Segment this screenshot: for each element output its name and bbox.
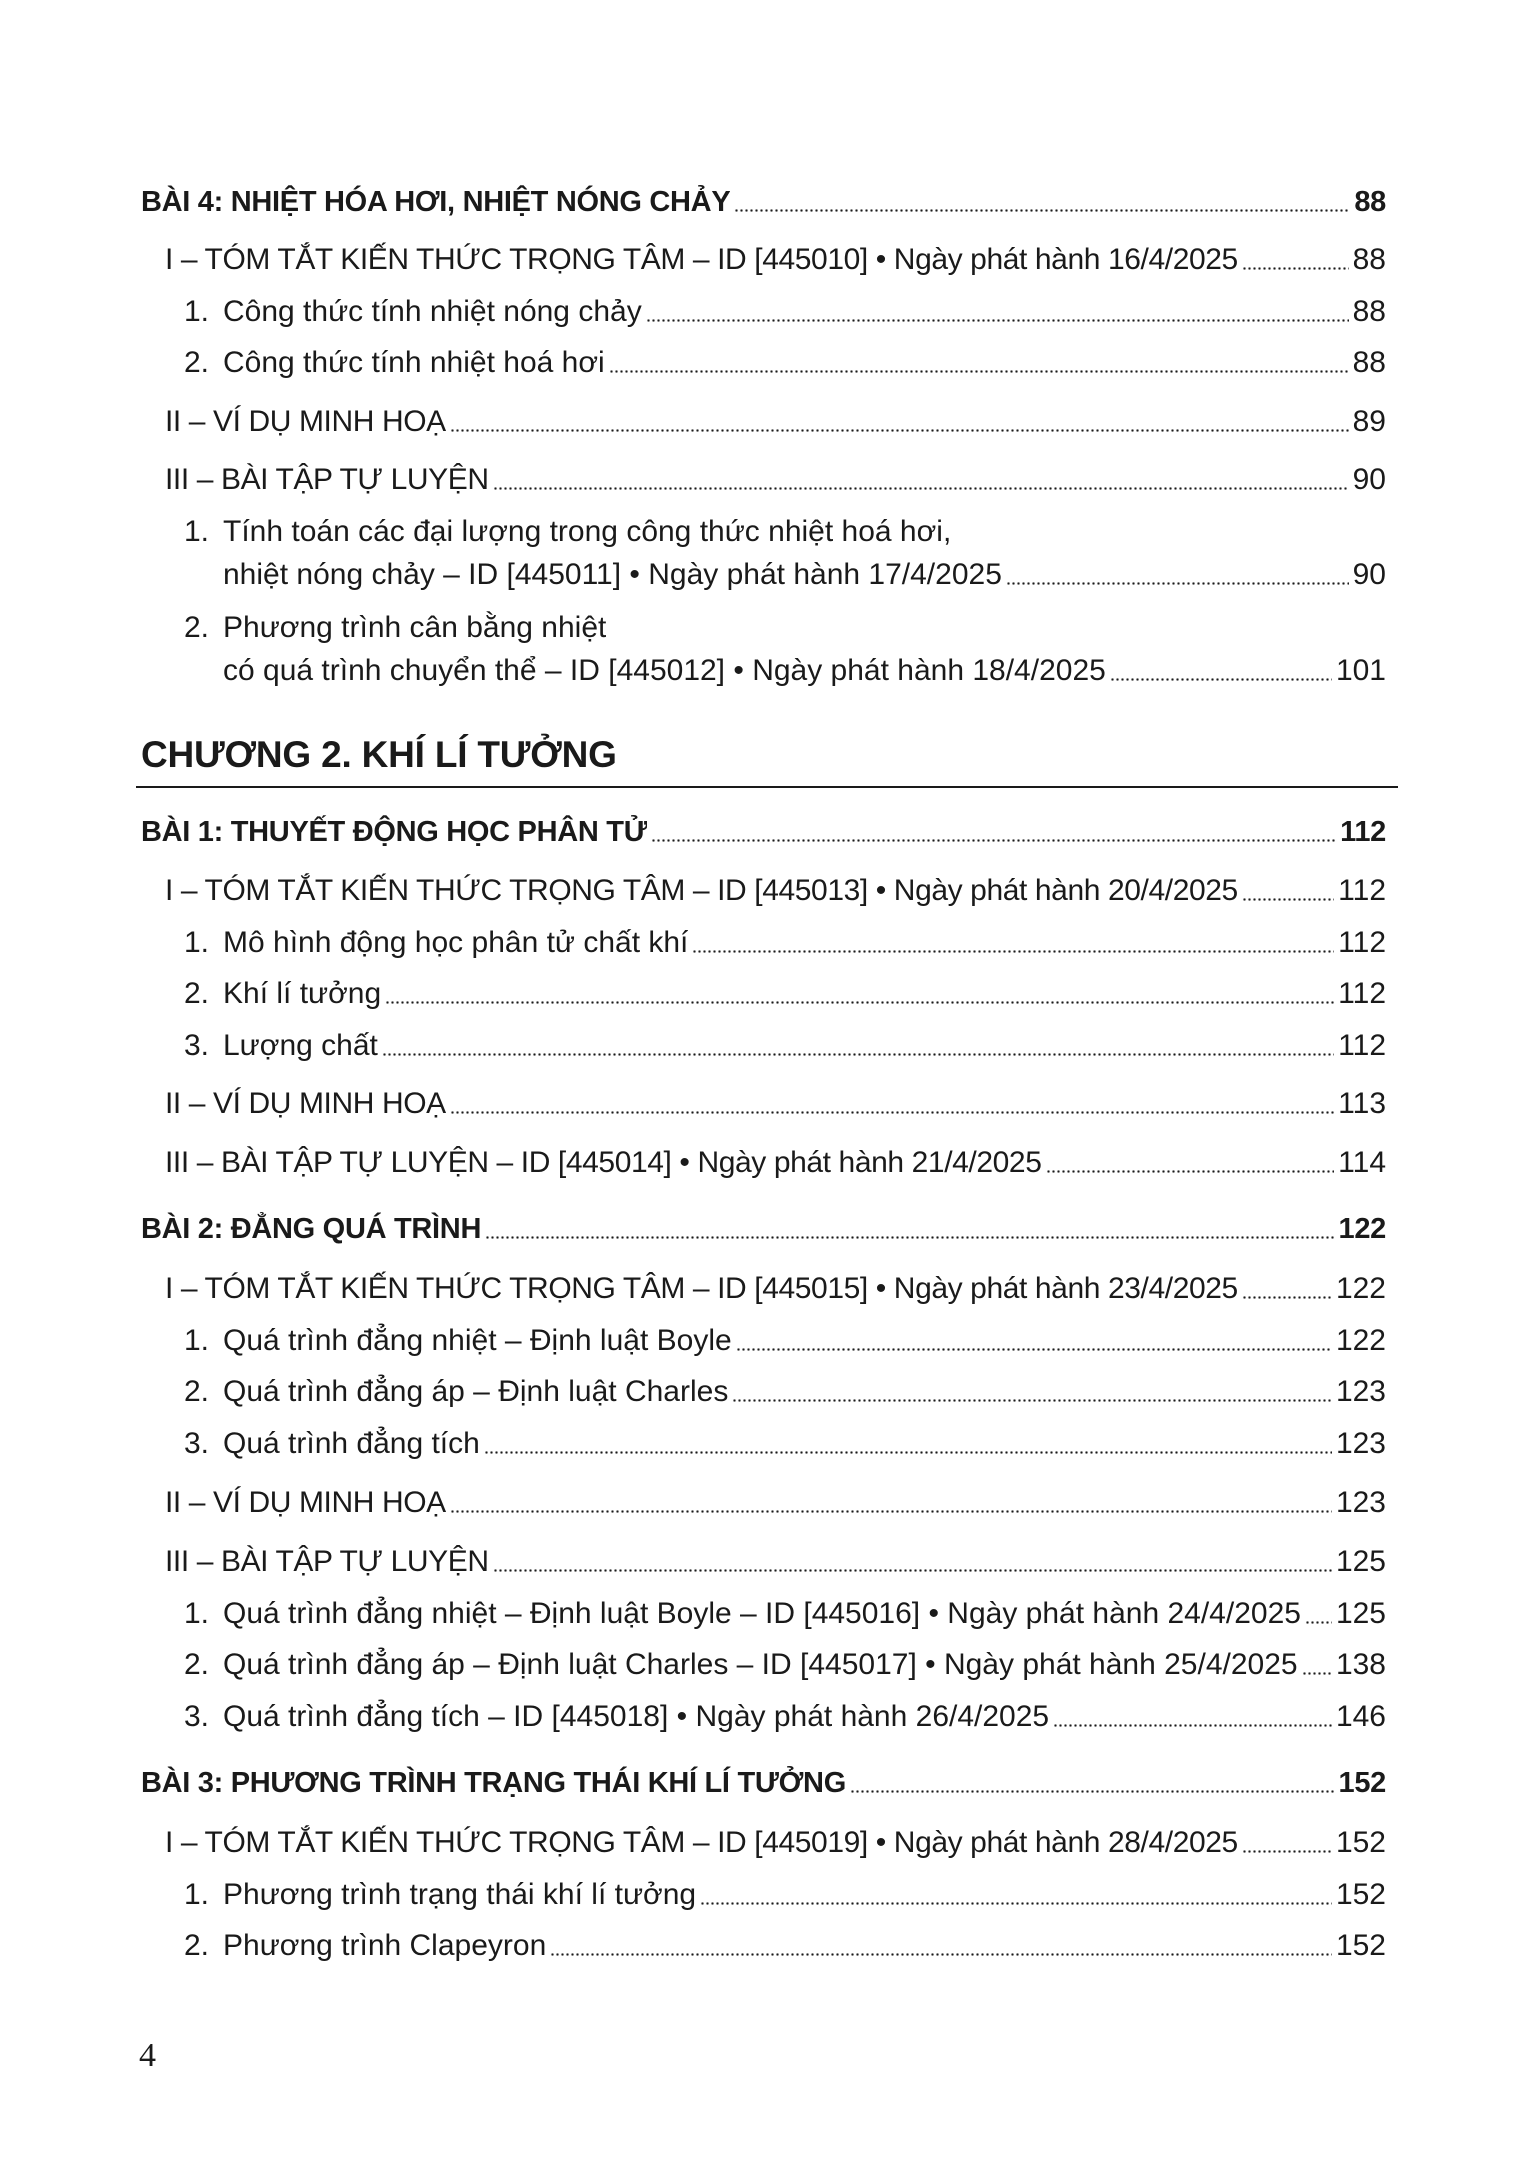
entry-page: 112 — [1338, 977, 1386, 1010]
dot-leader — [450, 1111, 1334, 1114]
entry-page: 101 — [1335, 654, 1386, 687]
entry-number: 3. — [183, 1029, 209, 1062]
toc-section-entry[interactable] — [141, 1141, 1386, 1185]
toc-item-entry[interactable] — [141, 972, 1386, 1016]
entry-label: I – TÓM TẮT KIẾN THỨC TRỌNG TÂM – ID [445010] • Ngày phát hành 16/4/2025 — [165, 243, 1238, 276]
dot-leader — [700, 1902, 1332, 1905]
entry-page: 122 — [1338, 1213, 1386, 1245]
toc-item-entry[interactable] — [141, 1370, 1386, 1414]
entry-page: 88 — [1352, 346, 1386, 379]
entry-label: II – VÍ DỤ MINH HOẠ — [165, 1486, 446, 1519]
entry-number: 1. — [183, 1597, 209, 1630]
dot-leader — [734, 209, 1350, 212]
entry-label: III – BÀI TẬP TỰ LUYỆN — [165, 463, 489, 496]
entry-label: I – TÓM TẮT KIẾN THỨC TRỌNG TÂM – ID [445019] • Ngày phát hành 28/4/2025 — [165, 1826, 1238, 1859]
entry-page: 152 — [1335, 1929, 1386, 1962]
dot-leader — [1242, 1850, 1332, 1853]
entry-page: 89 — [1352, 405, 1386, 438]
entry-page: 122 — [1335, 1324, 1386, 1357]
entry-label: BÀI 3: PHƯƠNG TRÌNH TRẠNG THÁI KHÍ LÍ TƯỞNG — [141, 1767, 846, 1799]
entry-page: 146 — [1335, 1700, 1386, 1733]
entry-page: 112 — [1338, 874, 1386, 907]
entry-page: 152 — [1338, 1767, 1386, 1799]
toc-item-entry-line2[interactable] — [223, 649, 1386, 693]
entry-number: 2. — [183, 1375, 209, 1408]
toc-item-entry-line1[interactable] — [141, 510, 1386, 554]
dot-leader — [1305, 1621, 1332, 1624]
toc-item-entry[interactable] — [141, 1422, 1386, 1466]
toc-item-entry[interactable] — [141, 1695, 1386, 1739]
toc-section-entry[interactable] — [141, 1481, 1386, 1525]
entry-label: Mô hình động học phân tử chất khí — [223, 926, 689, 959]
toc-item-entry[interactable] — [141, 921, 1386, 965]
entry-page: 152 — [1335, 1826, 1386, 1859]
entry-label: Quá trình đẳng nhiệt – Định luật Boyle – ID [445016] • Ngày phát hành 24/4/2025 — [223, 1597, 1301, 1630]
toc-lesson-entry[interactable] — [141, 1761, 1386, 1805]
dot-leader — [692, 950, 1334, 953]
dot-leader — [1302, 1672, 1332, 1675]
toc-item-entry[interactable] — [141, 1924, 1386, 1968]
entry-label: III – BÀI TẬP TỰ LUYỆN – ID [445014] • Ngày phát hành 21/4/2025 — [165, 1146, 1042, 1179]
toc-item-entry[interactable] — [141, 1643, 1386, 1687]
entry-page: 152 — [1335, 1878, 1386, 1911]
dot-leader — [450, 1510, 1332, 1513]
dot-leader — [550, 1953, 1332, 1956]
entry-page: 125 — [1335, 1545, 1386, 1578]
entry-label: BÀI 2: ĐẲNG QUÁ TRÌNH — [141, 1213, 482, 1245]
entry-page: 88 — [1354, 186, 1386, 218]
entry-label: Quá trình đẳng tích — [223, 1427, 480, 1460]
dot-leader — [732, 1399, 1332, 1402]
dot-leader — [1242, 1296, 1332, 1299]
entry-label: II – VÍ DỤ MINH HOẠ — [165, 405, 446, 438]
entry-label: Phương trình trạng thái khí lí tưởng — [223, 1878, 697, 1911]
entry-page: 112 — [1338, 1029, 1386, 1062]
entry-label: Phương trình Clapeyron — [223, 1929, 547, 1962]
toc-lesson-entry[interactable] — [141, 1207, 1386, 1251]
entry-page: 122 — [1335, 1272, 1386, 1305]
toc-section-entry[interactable] — [141, 400, 1386, 444]
entry-page: 90 — [1352, 558, 1386, 591]
dot-leader — [736, 1348, 1332, 1351]
entry-page: 112 — [1340, 816, 1386, 848]
entry-label: Quá trình đẳng áp – Định luật Charles — [223, 1375, 729, 1408]
toc-lesson-entry[interactable] — [141, 810, 1386, 854]
dot-leader — [450, 429, 1349, 432]
entry-page: 113 — [1338, 1087, 1386, 1120]
chapter-title: CHƯƠNG 2. KHÍ LÍ TƯỞNG — [141, 734, 617, 775]
toc-item-entry[interactable] — [141, 1873, 1386, 1917]
toc-section-entry[interactable] — [141, 1540, 1386, 1584]
entry-number: 2. — [183, 611, 209, 644]
dot-leader — [651, 839, 1336, 842]
toc-section-entry[interactable] — [141, 458, 1386, 502]
entry-number: 3. — [183, 1700, 209, 1733]
toc-lesson-entry[interactable] — [141, 180, 1386, 224]
entry-number: 1. — [183, 1878, 209, 1911]
chapter-divider — [136, 786, 1398, 788]
entry-number: 3. — [183, 1427, 209, 1460]
entry-page: 88 — [1352, 243, 1386, 276]
entry-label: III – BÀI TẬP TỰ LUYỆN — [165, 1545, 489, 1578]
entry-number: 2. — [183, 1929, 209, 1962]
dot-leader — [1242, 898, 1334, 901]
entry-number: 1. — [183, 515, 209, 548]
toc-item-entry[interactable] — [141, 1319, 1386, 1363]
toc-section-entry[interactable] — [141, 1821, 1386, 1865]
toc-item-entry[interactable] — [141, 1592, 1386, 1636]
entry-label: nhiệt nóng chảy – ID [445011] • Ngày phát hành 17/4/2025 — [223, 558, 1002, 591]
dot-leader — [385, 1001, 1334, 1004]
entry-page: 88 — [1352, 295, 1386, 328]
dot-leader — [382, 1053, 1334, 1056]
entry-label: có quá trình chuyển thể – ID [445012] • Ngày phát hành 18/4/2025 — [223, 654, 1106, 687]
toc-item-entry[interactable] — [141, 290, 1386, 334]
toc-item-entry[interactable] — [141, 1024, 1386, 1068]
toc-section-entry[interactable] — [141, 869, 1386, 913]
dot-leader — [1053, 1724, 1332, 1727]
dot-leader — [1006, 582, 1349, 585]
entry-page: 123 — [1335, 1427, 1386, 1460]
entry-page: 123 — [1335, 1375, 1386, 1408]
toc-item-entry-line2[interactable] — [223, 553, 1386, 597]
dot-leader — [1110, 678, 1332, 681]
entry-label: Lượng chất — [223, 1029, 378, 1062]
entry-number: 2. — [183, 1648, 209, 1681]
entry-number: 2. — [183, 977, 209, 1010]
dot-leader — [484, 1451, 1332, 1454]
entry-label: Khí lí tưởng — [223, 977, 382, 1010]
dot-leader — [1046, 1170, 1335, 1173]
entry-label: I – TÓM TẮT KIẾN THỨC TRỌNG TÂM – ID [445015] • Ngày phát hành 23/4/2025 — [165, 1272, 1238, 1305]
entry-label: Phương trình cân bằng nhiệt — [223, 611, 607, 644]
entry-label: Quá trình đẳng áp – Định luật Charles – ID [445017] • Ngày phát hành 25/4/2025 — [223, 1648, 1298, 1681]
dot-leader — [1242, 267, 1349, 270]
page-number: 4 — [139, 2037, 156, 2074]
entry-label: Công thức tính nhiệt hoá hơi — [223, 346, 605, 379]
entry-label: II – VÍ DỤ MINH HOẠ — [165, 1087, 446, 1120]
entry-label: BÀI 1: THUYẾT ĐỘNG HỌC PHÂN TỬ — [141, 816, 648, 848]
toc-item-entry-line1[interactable] — [141, 606, 1386, 650]
toc-item-entry[interactable] — [141, 341, 1386, 385]
entry-page: 123 — [1335, 1486, 1386, 1519]
entry-page: 125 — [1335, 1597, 1386, 1630]
dot-leader — [646, 319, 1349, 322]
toc-section-entry[interactable] — [141, 1082, 1386, 1126]
dot-leader — [493, 487, 1349, 490]
dot-leader — [485, 1236, 1334, 1239]
entry-label: Quá trình đẳng tích – ID [445018] • Ngày phát hành 26/4/2025 — [223, 1700, 1050, 1733]
entry-label: Tính toán các đại lượng trong công thức nhiệt hoá hơi, — [223, 515, 952, 548]
dot-leader — [493, 1569, 1332, 1572]
entry-label: Quá trình đẳng nhiệt – Định luật Boyle — [223, 1324, 732, 1357]
entry-number: 1. — [183, 295, 209, 328]
dot-leader — [609, 370, 1349, 373]
entry-page: 138 — [1335, 1648, 1386, 1681]
entry-number: 1. — [183, 926, 209, 959]
entry-label: BÀI 4: NHIỆT HÓA HƠI, NHIỆT NÓNG CHẢY — [141, 186, 731, 218]
entry-label: Công thức tính nhiệt nóng chảy — [223, 295, 642, 328]
entry-number: 2. — [183, 346, 209, 379]
toc-section-entry[interactable] — [141, 238, 1386, 282]
dot-leader — [850, 1790, 1335, 1793]
entry-label: I – TÓM TẮT KIẾN THỨC TRỌNG TÂM – ID [445013] • Ngày phát hành 20/4/2025 — [165, 874, 1238, 907]
entry-number: 1. — [183, 1324, 209, 1357]
entry-page: 90 — [1352, 463, 1386, 496]
entry-page: 114 — [1338, 1146, 1386, 1179]
entry-page: 112 — [1338, 926, 1386, 959]
toc-section-entry[interactable] — [141, 1267, 1386, 1311]
